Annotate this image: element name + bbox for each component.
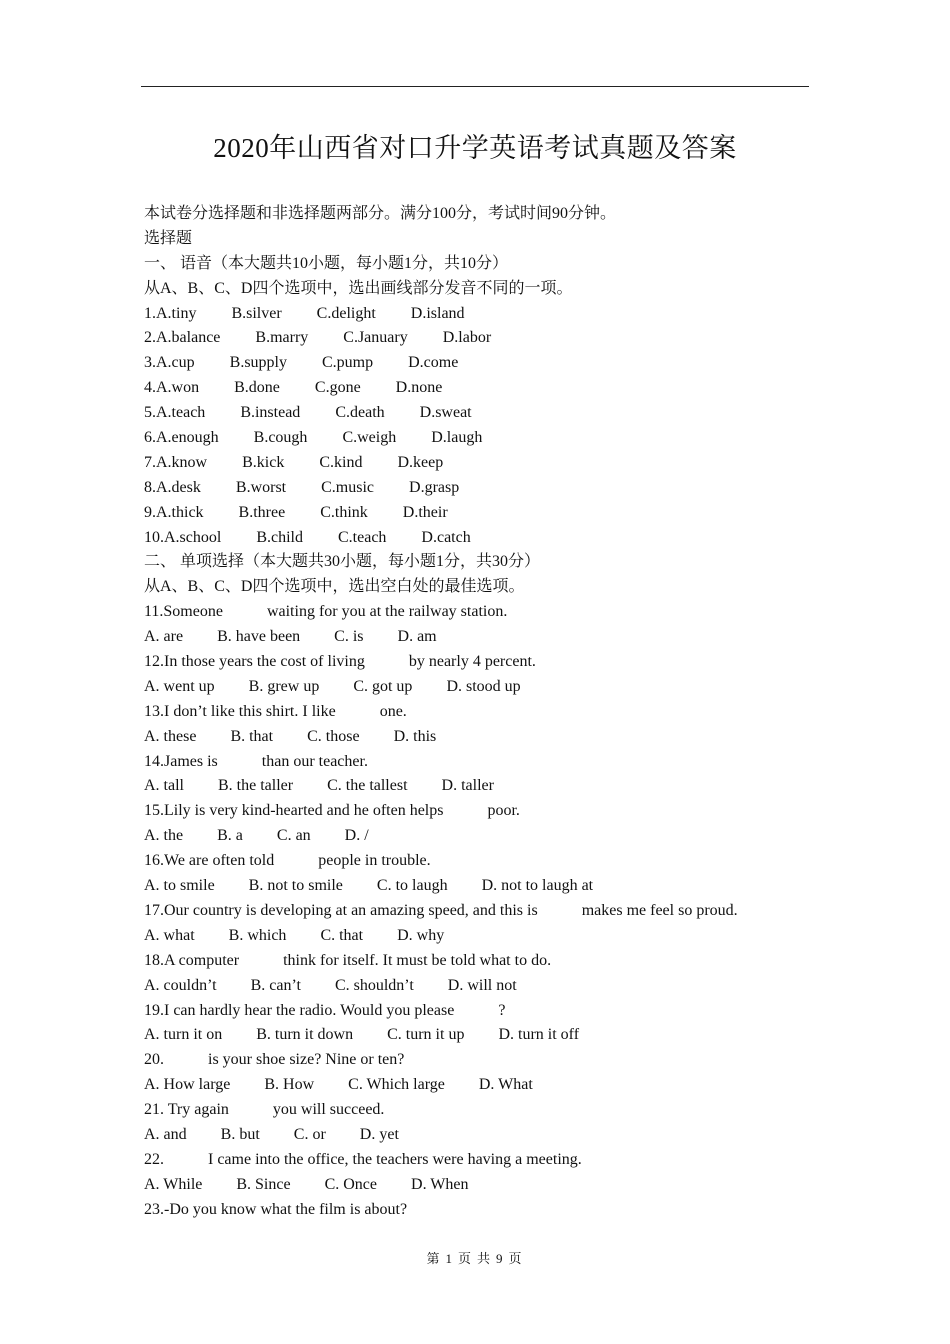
answer-option: A. are	[144, 628, 184, 646]
answer-option: A.enough	[156, 429, 219, 447]
answer-option: A. these	[144, 727, 197, 745]
answer-option: D.none	[395, 379, 443, 397]
answer-option: A.know	[156, 453, 208, 471]
question-row	[144, 426, 824, 451]
question-number: 4.	[144, 379, 156, 397]
question-stem-end: think for itself. It must be told what to do.	[283, 951, 552, 969]
answer-option: D.come	[408, 354, 459, 372]
answer-option: D.keep	[397, 453, 444, 471]
answer-option: A.school	[164, 528, 222, 546]
answer-option: D. taller	[441, 777, 494, 795]
top-rule	[141, 86, 809, 87]
answer-option: B. which	[228, 926, 287, 944]
answer-option: C. is	[334, 628, 364, 646]
question-stem	[144, 999, 824, 1024]
answer-option: B.worst	[235, 478, 287, 496]
answer-option: B. the taller	[218, 777, 294, 795]
footer-text: 页	[457, 1251, 473, 1266]
answer-option: D.grasp	[409, 478, 460, 496]
answer-options-row	[144, 675, 824, 700]
answer-option: A.tiny	[156, 304, 197, 322]
question-stem	[144, 750, 824, 775]
question-stem	[144, 1098, 824, 1123]
answer-option: B.kick	[242, 453, 285, 471]
answer-option: B.instead	[240, 404, 301, 422]
question-stem-start: 19.I can hardly hear the radio. Would you please	[144, 1001, 455, 1019]
answer-option: B.three	[238, 503, 286, 521]
question-stem-end: you will succeed.	[272, 1101, 385, 1119]
question-stem-start: 20.	[144, 1051, 164, 1069]
answer-option: D. /	[344, 827, 369, 845]
answer-options-row	[144, 725, 824, 750]
question-stem	[144, 650, 824, 675]
question-row	[144, 476, 824, 501]
question-stem-end: than our teacher.	[261, 752, 368, 770]
answer-option: C. got up	[353, 677, 413, 695]
question-stem-start: 16.We are often told	[144, 852, 275, 870]
page-footer	[0, 1248, 950, 1267]
answer-option: A. tall	[144, 777, 184, 795]
question-stem-start: 17.Our country is developing at an amazing speed, and this is	[144, 901, 538, 919]
question-row	[144, 526, 824, 551]
answer-options-row	[144, 824, 824, 849]
answer-option: B. How	[264, 1076, 315, 1094]
answer-option: C.music	[321, 478, 375, 496]
answer-option: A.balance	[156, 329, 221, 347]
answer-option: B. but	[220, 1125, 260, 1143]
answer-option: D. not to laugh at	[481, 877, 594, 895]
question-stem	[144, 600, 824, 625]
answer-option: C. those	[307, 727, 360, 745]
answer-option: D. stood up	[446, 677, 521, 695]
answer-option: A. turn it on	[144, 1026, 223, 1044]
exam-content	[144, 202, 824, 1223]
answer-option: B. Since	[236, 1175, 291, 1193]
answer-option: A. and	[144, 1125, 187, 1143]
question-stem-end: people in trouble.	[318, 852, 431, 870]
question-stem-end: is your shoe size? Nine or ten?	[208, 1051, 405, 1069]
answer-options-row	[144, 874, 824, 899]
answer-option: D.island	[410, 304, 465, 322]
answer-option: B. can’t	[250, 976, 301, 994]
footer-text: 第	[426, 1251, 442, 1266]
answer-option: D.sweat	[419, 404, 472, 422]
question-stem-start: 13.I don’t like this shirt. I like	[144, 702, 336, 720]
answer-option: C.think	[320, 503, 368, 521]
answer-option: B. grew up	[248, 677, 320, 695]
answer-option: C.delight	[316, 304, 376, 322]
answer-option: B. not to smile	[248, 877, 343, 895]
answer-option: B. that	[230, 727, 274, 745]
intro-text: 本试卷分选择题和非选择题两部分。满分100分，考试时间90分钟。	[144, 205, 617, 222]
question-stem-start: 18.A computer	[144, 951, 240, 969]
footer-total-pages: 9	[496, 1251, 505, 1266]
question-stem-start: 12.In those years the cost of living	[144, 653, 365, 671]
question-number: 10.	[144, 528, 164, 546]
answer-option: C. or	[293, 1125, 326, 1143]
answer-option: C. Once	[324, 1175, 378, 1193]
part2-instruction: 从A、B、C、D四个选项中，选出空白处的最佳选项。	[144, 578, 525, 596]
answer-option: A. How large	[144, 1076, 231, 1094]
answer-option: C. turn it up	[387, 1026, 465, 1044]
part2-heading: 二、 单项选择（本大题共30小题，每小题1分，共30分）	[144, 553, 541, 571]
answer-option: B. turn it down	[256, 1026, 354, 1044]
answer-option: C. that	[320, 926, 364, 944]
question-stem	[144, 1048, 824, 1073]
answer-option: D. yet	[359, 1125, 399, 1143]
answer-option: D.their	[402, 503, 448, 521]
answer-option: C. Which large	[348, 1076, 445, 1094]
question-row	[144, 351, 824, 376]
answer-option: D.labor	[442, 329, 492, 347]
question-stem	[144, 849, 824, 874]
answer-option: C. an	[276, 827, 311, 845]
question-row	[144, 451, 824, 476]
answer-option: C. the tallest	[327, 777, 408, 795]
answer-options-row	[144, 974, 824, 999]
answer-options-row	[144, 625, 824, 650]
question-stem	[144, 799, 824, 824]
answer-option: C. shouldn’t	[334, 976, 414, 994]
answer-option: B.marry	[255, 329, 309, 347]
question-23-stem: 23.-Do you know what the film is about?	[144, 1200, 408, 1218]
answer-option: D. turn it off	[498, 1026, 580, 1044]
answer-option: B.child	[256, 528, 303, 546]
question-row	[144, 501, 824, 526]
question-number: 8.	[144, 478, 156, 496]
answer-options-row	[144, 774, 824, 799]
footer-text: 共	[477, 1251, 493, 1266]
question-row	[144, 376, 824, 401]
answer-option: A. what	[144, 926, 195, 944]
answer-option: A.teach	[156, 404, 206, 422]
question-stem-end: makes me feel so proud.	[581, 901, 738, 919]
question-stem-end: one.	[379, 702, 407, 720]
answer-options-row	[144, 1123, 824, 1148]
question-stem	[144, 1148, 824, 1173]
answer-option: C.gone	[314, 379, 361, 397]
answer-option: B.supply	[229, 354, 287, 372]
answer-option: D. What	[478, 1076, 533, 1094]
question-row	[144, 302, 824, 327]
answer-option: C.kind	[319, 453, 363, 471]
answer-options-row	[144, 1023, 824, 1048]
part1-heading: 一、 语音（本大题共10小题，每小题1分，共10分）	[144, 254, 509, 272]
answer-option: D. this	[393, 727, 437, 745]
answer-option: A. While	[144, 1175, 203, 1193]
answer-option: A. to smile	[144, 877, 215, 895]
answer-option: D. will not	[447, 976, 517, 994]
question-stem-end: by nearly 4 percent.	[408, 653, 536, 671]
answer-options-row	[144, 1173, 824, 1198]
question-stem-start: 15.Lily is very kind-hearted and he often helps	[144, 802, 444, 820]
answer-option: C.pump	[322, 354, 374, 372]
answer-option: D. why	[397, 926, 445, 944]
question-stem	[144, 700, 824, 725]
question-number: 5.	[144, 404, 156, 422]
answer-option: B.cough	[253, 429, 308, 447]
answer-options-row	[144, 1073, 824, 1098]
question-number: 1.	[144, 304, 156, 322]
section-label: 选择题	[144, 229, 193, 247]
question-row	[144, 326, 824, 351]
answer-option: D.catch	[421, 528, 471, 546]
answer-option: B. have been	[217, 628, 301, 646]
question-number: 6.	[144, 429, 156, 447]
answer-option: C.January	[343, 329, 408, 347]
answer-option: D. When	[411, 1175, 469, 1193]
answer-option: A.cup	[156, 354, 195, 372]
footer-page-number: 1	[445, 1251, 454, 1266]
question-row	[144, 401, 824, 426]
answer-option: A. couldn’t	[144, 976, 217, 994]
page-title: 2020年山西省对口升学英语考试真题及答案	[213, 133, 737, 163]
part1-question-list	[144, 302, 824, 551]
question-number: 7.	[144, 453, 156, 471]
question-stem-start: 21. Try again	[144, 1101, 229, 1119]
answer-option: A.won	[156, 379, 200, 397]
question-stem-end: ?	[498, 1001, 506, 1019]
question-number: 2.	[144, 329, 156, 347]
answer-option: C.death	[335, 404, 385, 422]
answer-option: B. a	[217, 827, 243, 845]
answer-option: A.desk	[156, 478, 201, 496]
question-stem-start: 14.James is	[144, 752, 218, 770]
answer-options-row	[144, 924, 824, 949]
answer-option: D. am	[397, 628, 437, 646]
question-stem-end: poor.	[487, 802, 520, 820]
answer-option: B.done	[234, 379, 280, 397]
question-stem-end: waiting for you at the railway station.	[266, 603, 508, 621]
question-number: 9.	[144, 503, 156, 521]
answer-option: A.thick	[156, 503, 204, 521]
question-stem-start: 22.	[144, 1150, 164, 1168]
footer-text: 页	[508, 1251, 524, 1266]
question-stem-end: I came into the office, the teachers were having a meeting.	[208, 1150, 582, 1168]
question-number: 3.	[144, 354, 156, 372]
question-stem-start: 11.Someone	[144, 603, 223, 621]
question-stem	[144, 899, 824, 924]
part2-question-list	[144, 600, 824, 1197]
answer-option: D.laugh	[431, 429, 483, 447]
answer-option: A. went up	[144, 677, 215, 695]
part1-instruction: 从A、B、C、D四个选项中，选出画线部分发音不同的一项。	[144, 279, 573, 297]
answer-option: A. the	[144, 827, 184, 845]
answer-option: C.teach	[338, 528, 387, 546]
answer-option: B.silver	[231, 304, 282, 322]
answer-option: C. to laugh	[376, 877, 448, 895]
answer-option: C.weigh	[342, 429, 397, 447]
question-stem	[144, 949, 824, 974]
